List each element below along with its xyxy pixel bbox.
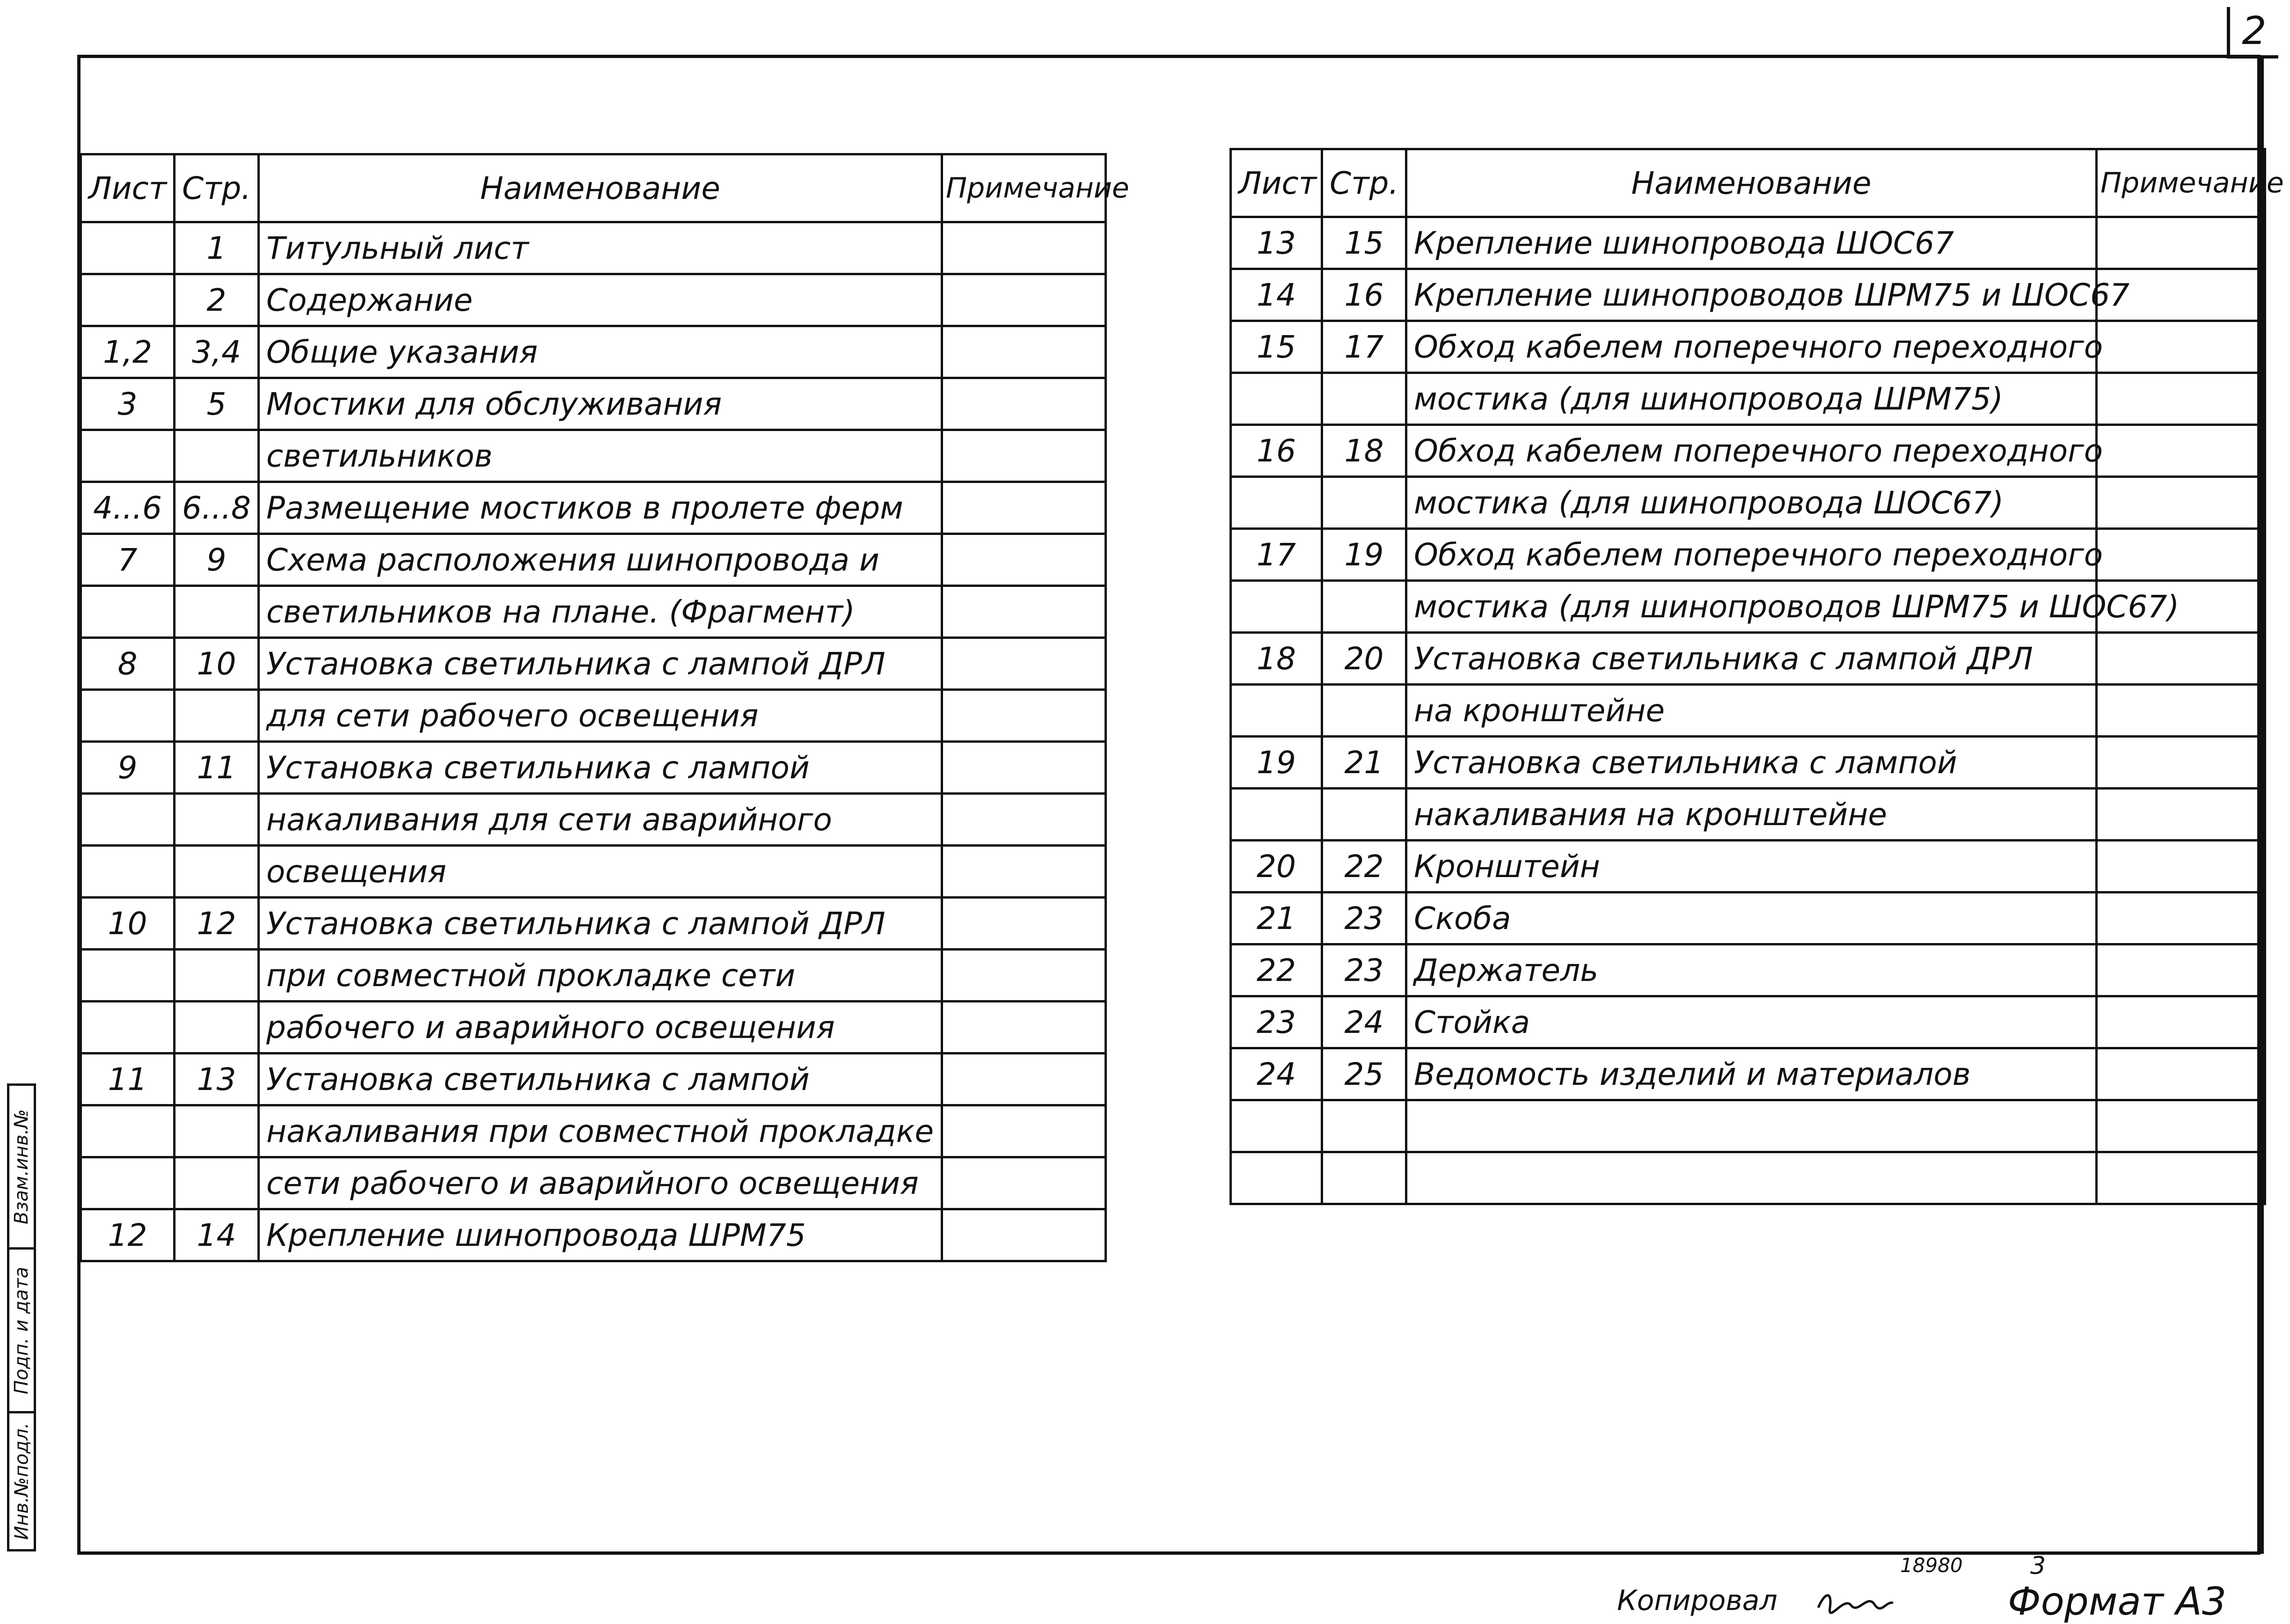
table-row	[81, 794, 1106, 846]
table-row	[1231, 581, 2265, 633]
cell-name: Обход кабелем поперечного переходного	[1406, 529, 2097, 581]
cell-name: на кронштейне	[1406, 685, 2097, 737]
cell-note	[942, 898, 1106, 950]
table-row	[1231, 737, 2265, 789]
table-row	[81, 274, 1106, 326]
cell-sheet	[81, 222, 175, 274]
cell-note	[942, 794, 1106, 846]
cell-name: Обход кабелем поперечного переходного	[1406, 425, 2097, 477]
cell-note	[942, 846, 1106, 898]
cell-sheet	[1231, 373, 1322, 425]
cell-page: 19	[1322, 529, 1406, 581]
table-row	[1231, 892, 2265, 944]
cell-note	[942, 742, 1106, 794]
table-row	[81, 1002, 1106, 1053]
header-note: Примечание	[942, 154, 1106, 222]
contents-table-right	[1229, 148, 2284, 1205]
cell-name: Обход кабелем поперечного переходного	[1406, 321, 2097, 373]
cell-name: Установка светильника с лампой	[1406, 737, 2097, 789]
table-row	[1231, 1100, 2265, 1152]
table-row	[1231, 1152, 2265, 1204]
cell-sheet	[81, 1002, 175, 1053]
cell-sheet	[1231, 789, 1322, 841]
cell-page	[1322, 685, 1406, 737]
table-row	[81, 326, 1106, 378]
table-row	[81, 742, 1106, 794]
cell-name: Титульный лист	[259, 222, 942, 274]
cell-sheet	[81, 846, 175, 898]
cell-sheet: 7	[81, 534, 175, 586]
cell-page: 6...8	[175, 482, 259, 534]
cell-note	[942, 586, 1106, 638]
cell-page: 2	[175, 274, 259, 326]
cell-sheet	[81, 794, 175, 846]
header-page: Стр.	[1322, 149, 1406, 217]
cell-note	[2097, 529, 2265, 581]
cell-name: рабочего и аварийного освещения	[259, 1002, 942, 1053]
table-row	[81, 950, 1106, 1002]
table-row	[81, 586, 1106, 638]
cell-name: мостика (для шинопровода ШРМ75)	[1406, 373, 2097, 425]
cell-name: накаливания при совместной прокладке	[259, 1105, 942, 1157]
table-row	[81, 1209, 1106, 1261]
table-row	[1231, 529, 2265, 581]
cell-sheet	[81, 950, 175, 1002]
table-row	[1231, 321, 2265, 373]
cell-sheet	[81, 430, 175, 482]
cell-note	[2097, 737, 2265, 789]
cell-note	[2097, 892, 2265, 944]
cell-page	[175, 1105, 259, 1157]
cell-note	[2097, 996, 2265, 1048]
cell-page: 14	[175, 1209, 259, 1261]
cell-page	[1322, 789, 1406, 841]
table-header-row	[1231, 149, 2265, 217]
cell-sheet: 3	[81, 378, 175, 430]
cell-name: Установка светильника с лампой ДРЛ	[259, 898, 942, 950]
cell-sheet	[1231, 581, 1322, 633]
cell-page	[175, 950, 259, 1002]
cell-sheet	[1231, 685, 1322, 737]
table-row	[81, 638, 1106, 690]
cell-sheet: 18	[1231, 633, 1322, 685]
cell-sheet: 8	[81, 638, 175, 690]
cell-note	[2097, 1152, 2265, 1204]
cell-note	[2097, 477, 2265, 529]
cell-sheet: 10	[81, 898, 175, 950]
cell-note	[2097, 685, 2265, 737]
cell-name: Скоба	[1406, 892, 2097, 944]
table-row	[81, 534, 1106, 586]
cell-name: Держатель	[1406, 944, 2097, 996]
cell-name: Кронштейн	[1406, 841, 2097, 892]
cell-page: 23	[1322, 892, 1406, 944]
cell-page: 15	[1322, 217, 1406, 269]
cell-sheet	[1231, 1100, 1322, 1152]
cell-page	[1322, 1152, 1406, 1204]
cell-name: Крепление шинопровода ШРМ75	[259, 1209, 942, 1261]
table-header-row	[81, 154, 1106, 222]
cell-note	[2097, 944, 2265, 996]
cell-note	[942, 378, 1106, 430]
cell-name: Крепление шинопроводов ШРМ75 и ШОС67	[1406, 269, 2097, 321]
copied-label: Копировал	[1617, 1584, 1778, 1617]
cell-page: 11	[175, 742, 259, 794]
table-row	[1231, 477, 2265, 529]
stamp-cell-inventory: Инв.№подл.	[11, 1422, 32, 1540]
cell-name: мостика (для шинопровода ШОС67)	[1406, 477, 2097, 529]
cell-page: 25	[1322, 1048, 1406, 1100]
header-sheet: Лист	[1231, 149, 1322, 217]
cell-page: 23	[1322, 944, 1406, 996]
cell-page: 12	[175, 898, 259, 950]
cell-page	[1322, 477, 1406, 529]
cell-name: Установка светильника с лампой ДРЛ	[1406, 633, 2097, 685]
cell-name	[1406, 1100, 2097, 1152]
cell-page: 9	[175, 534, 259, 586]
table-row	[81, 690, 1106, 742]
page-number: 2	[2227, 7, 2278, 59]
cell-page	[175, 690, 259, 742]
cell-page	[175, 1157, 259, 1209]
cell-name: Установка светильника с лампой	[259, 1053, 942, 1105]
header-name: Наименование	[1406, 149, 2097, 217]
archive-number: 18980	[1900, 1554, 1963, 1577]
table-row	[1231, 789, 2265, 841]
cell-name: Ведомость изделий и материалов	[1406, 1048, 2097, 1100]
cell-page	[175, 846, 259, 898]
cell-sheet: 1,2	[81, 326, 175, 378]
signature-mark	[1816, 1587, 1895, 1615]
cell-note	[942, 638, 1106, 690]
cell-name: Установка светильника с лампой	[259, 742, 942, 794]
cell-sheet	[81, 1157, 175, 1209]
cell-note	[942, 222, 1106, 274]
cell-note	[2097, 217, 2265, 269]
cell-page	[175, 1002, 259, 1053]
cell-page: 5	[175, 378, 259, 430]
cell-sheet	[81, 586, 175, 638]
cell-sheet: 19	[1231, 737, 1322, 789]
cell-note	[2097, 425, 2265, 477]
cell-name: Схема расположения шинопровода и	[259, 534, 942, 586]
cell-note	[2097, 373, 2265, 425]
cell-name: сети рабочего и аварийного освещения	[259, 1157, 942, 1209]
stamp-cell-signature: Подп. и дата	[9, 1250, 34, 1413]
table-row	[1231, 373, 2265, 425]
cell-name: освещения	[259, 846, 942, 898]
stamp-sidebar	[7, 1083, 36, 1551]
table-row	[81, 846, 1106, 898]
cell-sheet: 22	[1231, 944, 1322, 996]
contents-table-left	[80, 153, 1129, 1262]
table-row	[1231, 269, 2265, 321]
cell-page: 24	[1322, 996, 1406, 1048]
table-row	[1231, 633, 2265, 685]
cell-sheet: 16	[1231, 425, 1322, 477]
cell-page: 10	[175, 638, 259, 690]
cell-page: 1	[175, 222, 259, 274]
cell-name: Стойка	[1406, 996, 2097, 1048]
stamp-cell-replacement: Взам.инв.№	[9, 1086, 34, 1250]
cell-page: 22	[1322, 841, 1406, 892]
cell-name: мостика (для шинопроводов ШРМ75 и ШОС67)	[1406, 581, 2097, 633]
cell-sheet	[81, 274, 175, 326]
cell-note	[2097, 1048, 2265, 1100]
cell-note	[942, 1157, 1106, 1209]
cell-sheet	[1231, 477, 1322, 529]
table-row	[81, 378, 1106, 430]
cell-name: Крепление шинопровода ШОС67	[1406, 217, 2097, 269]
cell-page: 18	[1322, 425, 1406, 477]
cell-note	[942, 274, 1106, 326]
cell-page: 21	[1322, 737, 1406, 789]
cell-page: 16	[1322, 269, 1406, 321]
cell-sheet: 14	[1231, 269, 1322, 321]
cell-note	[942, 950, 1106, 1002]
table-row	[81, 1157, 1106, 1209]
table-row	[1231, 425, 2265, 477]
cell-sheet: 23	[1231, 996, 1322, 1048]
cell-name: светильников на плане. (Фрагмент)	[259, 586, 942, 638]
cell-page	[1322, 1100, 1406, 1152]
header-name: Наименование	[259, 154, 942, 222]
cell-note	[942, 1002, 1106, 1053]
cell-sheet	[81, 1105, 175, 1157]
table-row	[81, 482, 1106, 534]
table-row	[1231, 841, 2265, 892]
cell-page: 3,4	[175, 326, 259, 378]
paper-format: Формат А3	[2008, 1580, 2227, 1624]
cell-sheet: 9	[81, 742, 175, 794]
cell-note	[942, 690, 1106, 742]
cell-name: Содержание	[259, 274, 942, 326]
cell-note	[942, 326, 1106, 378]
table-row	[81, 430, 1106, 482]
cell-note	[2097, 789, 2265, 841]
cell-name: для сети рабочего освещения	[259, 690, 942, 742]
table-row	[81, 898, 1106, 950]
cell-note	[942, 1105, 1106, 1157]
cell-page	[175, 586, 259, 638]
table-row	[81, 222, 1106, 274]
table-row	[1231, 944, 2265, 996]
header-page: Стр.	[175, 154, 259, 222]
cell-note	[942, 482, 1106, 534]
archive-number-small: 3	[2030, 1552, 2046, 1580]
table-row	[1231, 1048, 2265, 1100]
table-row	[1231, 685, 2265, 737]
cell-name: накаливания на кронштейне	[1406, 789, 2097, 841]
cell-page	[175, 794, 259, 846]
cell-note	[942, 430, 1106, 482]
cell-note	[2097, 633, 2265, 685]
cell-note	[2097, 1100, 2265, 1152]
table-row	[1231, 217, 2265, 269]
cell-name: Мостики для обслуживания	[259, 378, 942, 430]
cell-note	[2097, 321, 2265, 373]
cell-page	[1322, 373, 1406, 425]
cell-sheet: 21	[1231, 892, 1322, 944]
header-sheet: Лист	[81, 154, 175, 222]
cell-sheet: 11	[81, 1053, 175, 1105]
cell-name: при совместной прокладке сети	[259, 950, 942, 1002]
cell-note	[2097, 841, 2265, 892]
cell-note	[942, 1053, 1106, 1105]
cell-sheet	[81, 690, 175, 742]
cell-page: 13	[175, 1053, 259, 1105]
cell-sheet: 4...6	[81, 482, 175, 534]
table-row	[81, 1105, 1106, 1157]
cell-note	[942, 534, 1106, 586]
cell-note	[942, 1209, 1106, 1261]
table-row	[81, 1053, 1106, 1105]
cell-sheet: 13	[1231, 217, 1322, 269]
cell-page: 20	[1322, 633, 1406, 685]
cell-sheet	[1231, 1152, 1322, 1204]
cell-name: Размещение мостиков в пролете ферм	[259, 482, 942, 534]
table-row	[1231, 996, 2265, 1048]
cell-name: накаливания для сети аварийного	[259, 794, 942, 846]
cell-name	[1406, 1152, 2097, 1204]
cell-name: Установка светильника с лампой ДРЛ	[259, 638, 942, 690]
cell-page	[175, 430, 259, 482]
cell-page: 17	[1322, 321, 1406, 373]
cell-sheet: 17	[1231, 529, 1322, 581]
cell-name: светильников	[259, 430, 942, 482]
cell-page	[1322, 581, 1406, 633]
header-note: Примечание	[2097, 149, 2265, 217]
cell-sheet: 24	[1231, 1048, 1322, 1100]
cell-name: Общие указания	[259, 326, 942, 378]
cell-sheet: 15	[1231, 321, 1322, 373]
cell-sheet: 12	[81, 1209, 175, 1261]
cell-sheet: 20	[1231, 841, 1322, 892]
